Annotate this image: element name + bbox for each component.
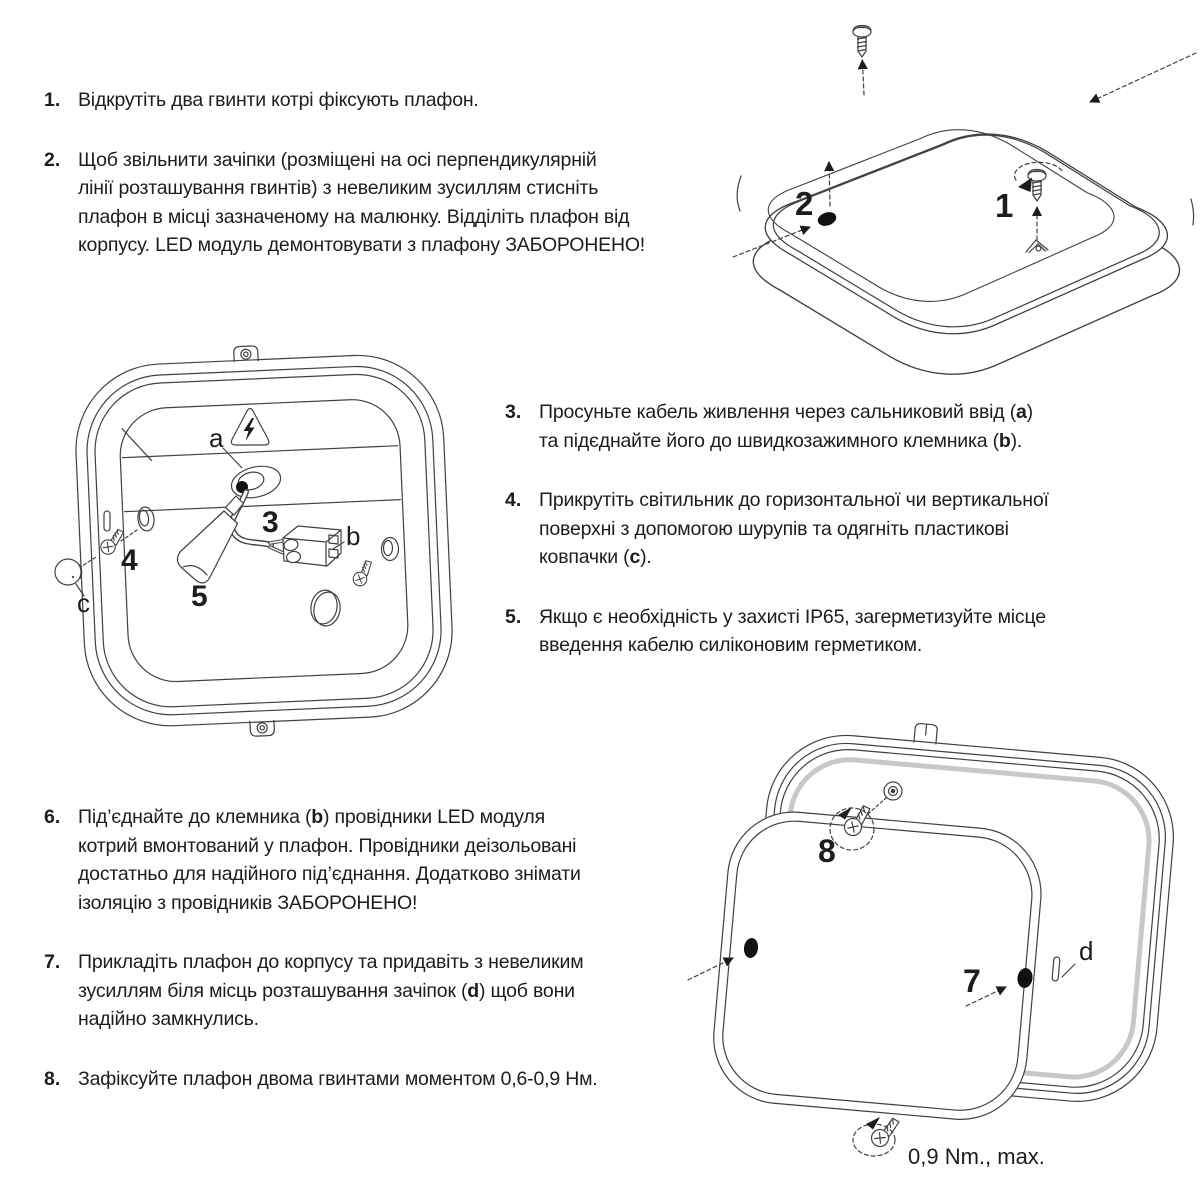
step-text: Відкрутіть два гвинти котрі фіксують плафон.	[78, 89, 479, 111]
figure-open-housing	[40, 340, 470, 740]
step-number: 2.	[44, 148, 61, 171]
step-number: 1.	[44, 89, 61, 111]
step-text: Під’єднайте до клемника (b) провідники LED модуля котрий вмонтований у плафон. Провідники деізольовані достатньо для надійного під’єднання. Додатково знімати ізоляцію з провідників ЗАБОРОНЕНО!	[78, 806, 581, 914]
step-text: Прикладіть плафон до корпусу та придавіть з невеликим зусиллям біля місць розташування зачіпок (d) щоб вони надійно замкнулись.	[78, 951, 584, 1030]
step-number: 3.	[505, 401, 522, 423]
instruction-steps-6-8	[44, 803, 744, 1093]
step-text: Якщо є необхідність у захисті IP65, загерметизуйте місце введення кабелю силіконовим герметиком.	[539, 605, 1046, 656]
figure-label-2: 2	[795, 185, 814, 222]
step-text: Просуньте кабель живлення через сальниковий ввід (a) та підєднайте його до швидкозажимного клемника (b).	[539, 401, 1033, 452]
step-number: 7.	[44, 951, 61, 973]
instruction-step	[505, 486, 1200, 572]
step-number: 4.	[505, 489, 522, 511]
screw-icon	[853, 26, 871, 58]
screw-icon	[348, 559, 379, 589]
figure-attach-diffuser	[670, 715, 1200, 1200]
screw-axis-line	[868, 798, 886, 814]
instruction-step	[505, 398, 1200, 455]
figure-label-c: c	[77, 588, 90, 618]
latch-clip	[1052, 957, 1060, 981]
instruction-step	[44, 146, 744, 260]
keyhole-slot	[104, 511, 110, 531]
knockout-hole	[311, 590, 343, 628]
step-text: Прикрутіть світильник до горизонтальної чи вертикальної поверхні з допомогою шурупів та одягніть пластикові ковпачки (c).	[539, 489, 1049, 568]
label-a-line	[223, 448, 242, 468]
electric-warning-icon	[231, 409, 269, 446]
figure-label-b: b	[346, 521, 361, 551]
step-text: Зафіксуйте плафон двома гвинтами моментом 0,6-0,9 Нм.	[78, 1067, 598, 1090]
instruction-steps-3-5	[505, 398, 1200, 660]
arrow-corner	[1090, 53, 1196, 102]
arrow-screw-out	[862, 60, 864, 95]
step-number: 8.	[44, 1067, 61, 1090]
panel-crease-line	[122, 446, 398, 458]
step-number: 5.	[505, 605, 522, 628]
torque-note: 0,9 Nm., max.	[908, 1144, 1045, 1169]
figure-label-4: 4	[121, 544, 138, 577]
plastic-cap	[55, 559, 81, 585]
sealant-tube	[177, 511, 237, 583]
instruction-step	[505, 603, 1200, 660]
diffuser-front	[708, 807, 1046, 1125]
instruction-step	[44, 86, 744, 115]
figure-closed-luminaire	[730, 0, 1200, 365]
figure-label-3: 3	[262, 506, 279, 539]
figure-label-a: a	[209, 423, 224, 453]
instruction-step	[44, 803, 744, 917]
figure-label-5: 5	[191, 580, 208, 613]
instruction-steps-1-2	[44, 86, 744, 260]
label-d-line	[1062, 964, 1075, 977]
figure-label-7: 7	[963, 963, 981, 999]
instruction-step	[44, 948, 744, 1034]
step-text: Щоб звільнити зачіпки (розміщені на осі перпендикулярній лінії розташування гвинтів) з невеликим зусиллям стисніть плафон в місці зазначеному на малюнку. Відділіть плафон від корпусу. LED модуль демонтовувати з плафону ЗАБОРОНЕНО!	[78, 148, 646, 256]
figure-label-d: d	[1079, 936, 1094, 966]
instruction-step	[44, 1065, 744, 1094]
figure-label-1: 1	[995, 187, 1014, 224]
step-number: 6.	[44, 806, 61, 828]
figure-label-8: 8	[818, 833, 836, 869]
